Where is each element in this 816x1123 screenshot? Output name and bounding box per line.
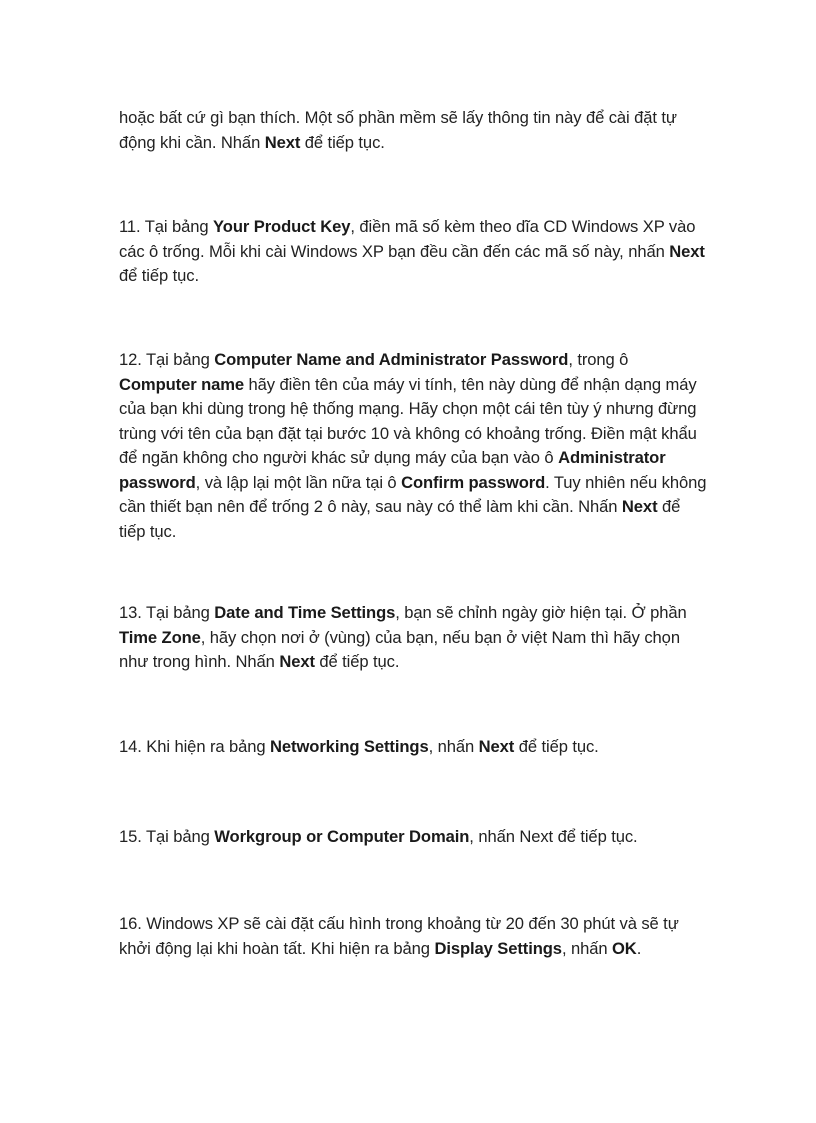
- bold-term: Next: [669, 241, 705, 261]
- text-run: , nhấn: [561, 938, 612, 958]
- paragraph-step-13-date-time: [119, 601, 709, 675]
- bold-term: Next: [478, 737, 515, 756]
- bold-term: OK: [611, 938, 637, 958]
- text-run: 12. Tại bảng: [119, 350, 215, 369]
- bold-term: Your Product Key: [213, 217, 351, 236]
- bold-term: Networking Settings: [270, 737, 429, 756]
- text-run: 11. Tại bảng: [119, 217, 214, 236]
- text-run: , nhấn: [428, 737, 479, 756]
- text-run: 14. Khi hiện ra bảng: [119, 737, 271, 756]
- bold-term: Next: [279, 652, 315, 671]
- bold-term: Confirm password: [401, 472, 546, 492]
- paragraph-step-14-networking: [119, 735, 709, 760]
- text-run: để tiếp tục.: [314, 652, 400, 671]
- bold-term: Date and Time Settings: [214, 603, 396, 622]
- text-run: hoặc bất cứ gì bạn thích. Một số phần mềm sẽ lấy thông tin này để cài đặt tự động khi cần. Nhấn: [119, 108, 677, 152]
- text-run: . Tuy nhiên nếu không cần thiết bạn nên để trống 2 ô này, sau này có thể làm khi cần. Nhấn: [119, 472, 707, 516]
- bold-term: Next: [264, 132, 301, 152]
- bold-term: Time Zone: [119, 627, 201, 647]
- text-run: 15. Tại bảng: [119, 827, 215, 846]
- text-run: để tiếp tục.: [119, 497, 681, 541]
- text-run: để tiếp tục.: [119, 266, 199, 285]
- text-run: 16. Windows XP sẽ cài đặt cấu hình trong khoảng từ 20 đến 30 phút và sẽ tự khởi động lại khi hoàn tất. Khi hiện ra bảng: [119, 914, 679, 958]
- paragraph-step-16-display: [119, 912, 709, 961]
- bold-term: Workgroup or Computer Domain: [214, 827, 470, 846]
- text-run: , điền mã số kèm theo dĩa CD Windows XP vào các ô trống. Mỗi khi cài Windows XP bạn đều cần đến các mã số này, nhấn: [119, 217, 696, 261]
- paragraph-step-11-product-key: [119, 215, 709, 289]
- text-run: , trong ô: [568, 350, 629, 369]
- bold-term: Computer name: [119, 374, 245, 394]
- text-run: để tiếp tục.: [514, 737, 599, 756]
- text-run: .: [636, 938, 642, 958]
- text-run: để tiếp tục.: [300, 132, 385, 152]
- text-run: , bạn sẽ chỉnh ngày giờ hiện tại. Ở phần: [395, 603, 687, 622]
- text-run: , nhấn Next để tiếp tục.: [469, 827, 638, 846]
- text-run: hãy điền tên của máy vi tính, tên này dùng để nhận dạng máy của bạn khi dùng trong hệ thống mạng. Hãy chọn một cái tên tùy ý nhưng đừng trùng với tên của bạn đặt tại bước 10 và không có khoảng trống. Điền mật khẩu để ngăn không cho người khác sử dụng máy của bạn vào ô: [119, 374, 697, 467]
- bold-term: Computer Name and Administrator Password: [214, 350, 569, 369]
- bold-term: Display Settings: [434, 938, 562, 958]
- text-run: , hãy chọn nơi ở (vùng) của bạn, nếu bạn ở việt Nam thì hãy chọn như trong hình. Nhấn: [119, 627, 680, 671]
- paragraph-step-12-computer-name: [119, 348, 709, 544]
- paragraph-step-15-workgroup: [119, 825, 709, 850]
- bold-term: Administrator password: [119, 448, 666, 492]
- bold-term: Next: [621, 497, 658, 516]
- paragraph-user-info-note: [119, 106, 709, 155]
- text-run: , và lập lại một lần nữa tại ô: [195, 472, 402, 492]
- text-run: 13. Tại bảng: [119, 603, 215, 622]
